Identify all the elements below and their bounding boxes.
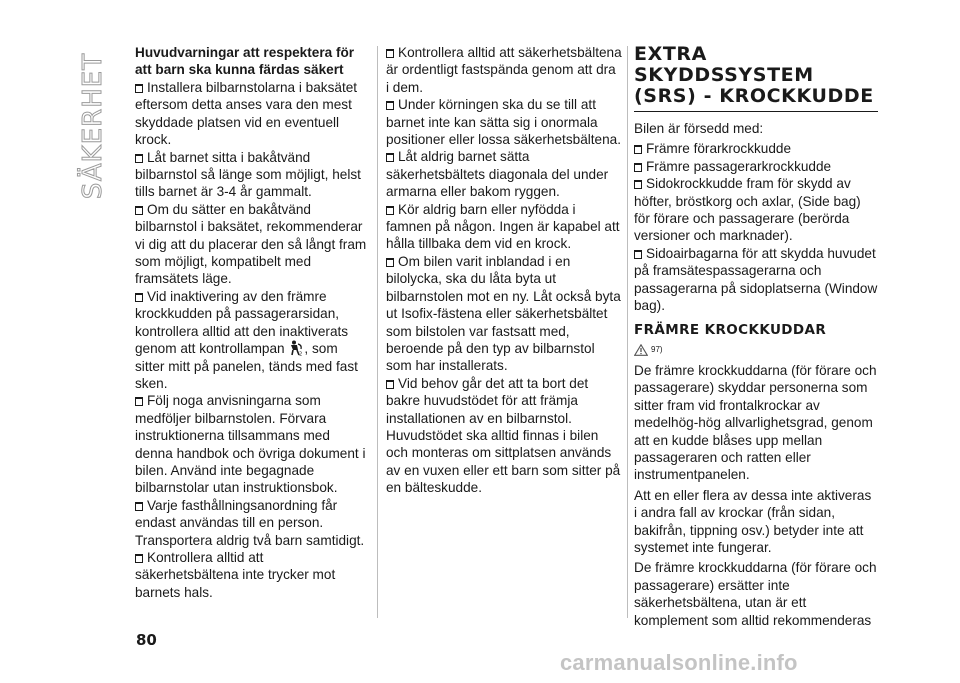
manual-bullet-icon — [135, 206, 143, 215]
manual-bullet-icon — [135, 293, 143, 302]
svg-text:2: 2 — [299, 351, 303, 357]
manual-bullet-icon — [386, 206, 394, 215]
list-item: Under körningen ska du se till att barnet inte kan sätta sig i onormala positioner eller lossa säkerhetsbältena. — [386, 97, 622, 148]
manual-bullet-icon — [135, 554, 143, 563]
warning-ref-number: 97) — [651, 345, 663, 355]
list-item: Vid inaktivering av den främre krockkudden på passagerarsidan, kontrollera alltid att den inaktiverats genom att kontrollampan 2 , som sitter mitt på panelen, tänds med fast sken. — [135, 288, 358, 391]
list-item: Vid behov går det att ta bort det bakre huvudstödet för att främja installationen av en bilbarnstol. Huvudstödet ska alltid finnas i bilen och monteras om sittplatsen används av en vuxen eller ett barn som sitter på en bälteskudde. — [386, 375, 621, 496]
list-item: Om bilen varit inblandad i en bilolycka, ska du låta byta ut bilbarnstolen mot en ny. Låt också byta ut Isofix-fästena eller säkerhetsbältet som bilstolen var fastsatt med, beroende på den typ av bilbarnstol som har installerats. — [386, 253, 621, 374]
list-item: Låt barnet sitta i bakåtvänd bilbarnstol så länge som möjligt, helst tills barnet är 3-4 år gammalt. — [135, 149, 361, 200]
manual-bullet-icon — [634, 145, 642, 154]
manual-bullet-icon — [386, 49, 394, 58]
list-item: Kontrollera alltid att säkerhetsbältena inte trycker mot barnets hals. — [135, 549, 336, 600]
page-number: 80 — [136, 631, 157, 649]
paragraph: De främre krockkuddarna (för förare och passagerare) ersätter inte säkerhetsbältena, utan är ett komplement som alltid rekommenderas — [634, 560, 877, 628]
manual-bullet-icon — [135, 502, 143, 511]
list-item: Sidokrockkudde fram för skydd av höfter, bröstkorg och axlar, (Side bag) för förare och passagerare (berörda versioner och marknader). — [634, 176, 861, 244]
manual-bullet-icon — [634, 250, 642, 259]
column-divider — [627, 46, 628, 618]
list-item: Om du sätter en bakåtvänd bilbarnstol i baksätet, rekommenderar vi dig att du placerar den så långt fram som möjligt, kompatibelt med framsätets läge. — [135, 201, 367, 287]
side-section-tab — [78, 52, 108, 200]
list-item: Främre passagerarkrockkudde — [634, 158, 878, 175]
list-item: Främre förarkrockkudde — [634, 140, 878, 157]
manual-bullet-icon — [135, 84, 143, 93]
intro-text: Bilen är försedd med: — [634, 121, 764, 136]
manual-bullet-icon — [634, 180, 642, 189]
warning-reference — [634, 341, 878, 358]
warning-triangle-icon — [634, 344, 648, 356]
list-item: Kör aldrig barn eller nyfödda i famnen på någon. Ingen är kapabel att hålla tillbaka dem vid en krock. — [386, 201, 620, 252]
manual-bullet-icon — [634, 163, 642, 172]
paragraph: De främre krockkuddarna (för förare och passagerare) skyddar personerna som sitter fram vid frontalkrockar av medelhög-hög allvarlighetsgrad, genom att en kudde blåses upp mellan passageraren och ratten eller instrumentpanelen. — [634, 362, 877, 483]
list-item: Kontrollera alltid att säkerhetsbältena är ordentligt fastspända genom att dra i dem. — [386, 45, 622, 95]
list-item: Varje fasthållningsanordning får endast användas till en person. Transportera aldrig två barn samtidigt. — [135, 497, 365, 548]
manual-bullet-icon — [386, 101, 394, 110]
section-heading-srs: EXTRA SKYDDSSYSTEM (SRS) - KROCKKUDDE — [634, 44, 878, 112]
list-item: Installera bilbarnstolarna i baksätet eftersom detta anses vara den mest skyddade platsen vid en eventuell krock. — [135, 80, 358, 148]
watermark-text: carmanualsonline.info — [560, 650, 798, 675]
column-divider — [377, 46, 378, 618]
manual-bullet-icon — [135, 154, 143, 163]
list-item: Sidoairbagarna för att skydda huvudet på framsätespassagerarna och passagerarna på sidoplatserna (Window bag). — [634, 245, 878, 314]
manual-bullet-icon — [135, 397, 143, 406]
paragraph: Att en eller flera av dessa inte aktiveras i andra fall av krockar (från sidan, bakifrån, tippning osv.) betyder inte att systemet inte fungerar. — [634, 487, 872, 555]
manual-bullet-icon — [386, 153, 394, 162]
manual-bullet-icon — [386, 380, 394, 389]
list-item: Följ noga anvisningarna som medföljer bilbarnstolen. Förvara instruktionerna tillsammans med denna handbok och övriga dokument i bilen. Använd inte begagnade bilbarnstolar utan instruktionsbok. — [135, 393, 366, 496]
column-2 — [386, 44, 622, 497]
child-safety-heading: Huvudvarningar att respektera för att barn ska kunna färdas säkert — [135, 45, 355, 77]
side-tab-label: SÄKERHET — [78, 52, 108, 200]
column-3 — [634, 44, 878, 632]
list-item: Låt aldrig barnet sätta säkerhetsbältets diagonala del under armarna eller bakom ryggen. — [386, 149, 609, 200]
column-1 — [135, 44, 367, 601]
manual-bullet-icon — [386, 258, 394, 267]
passenger-airbag-off-lamp-icon — [288, 340, 304, 356]
subheading-front-airbags: FRÄMRE KROCKKUDDAR — [634, 322, 827, 339]
